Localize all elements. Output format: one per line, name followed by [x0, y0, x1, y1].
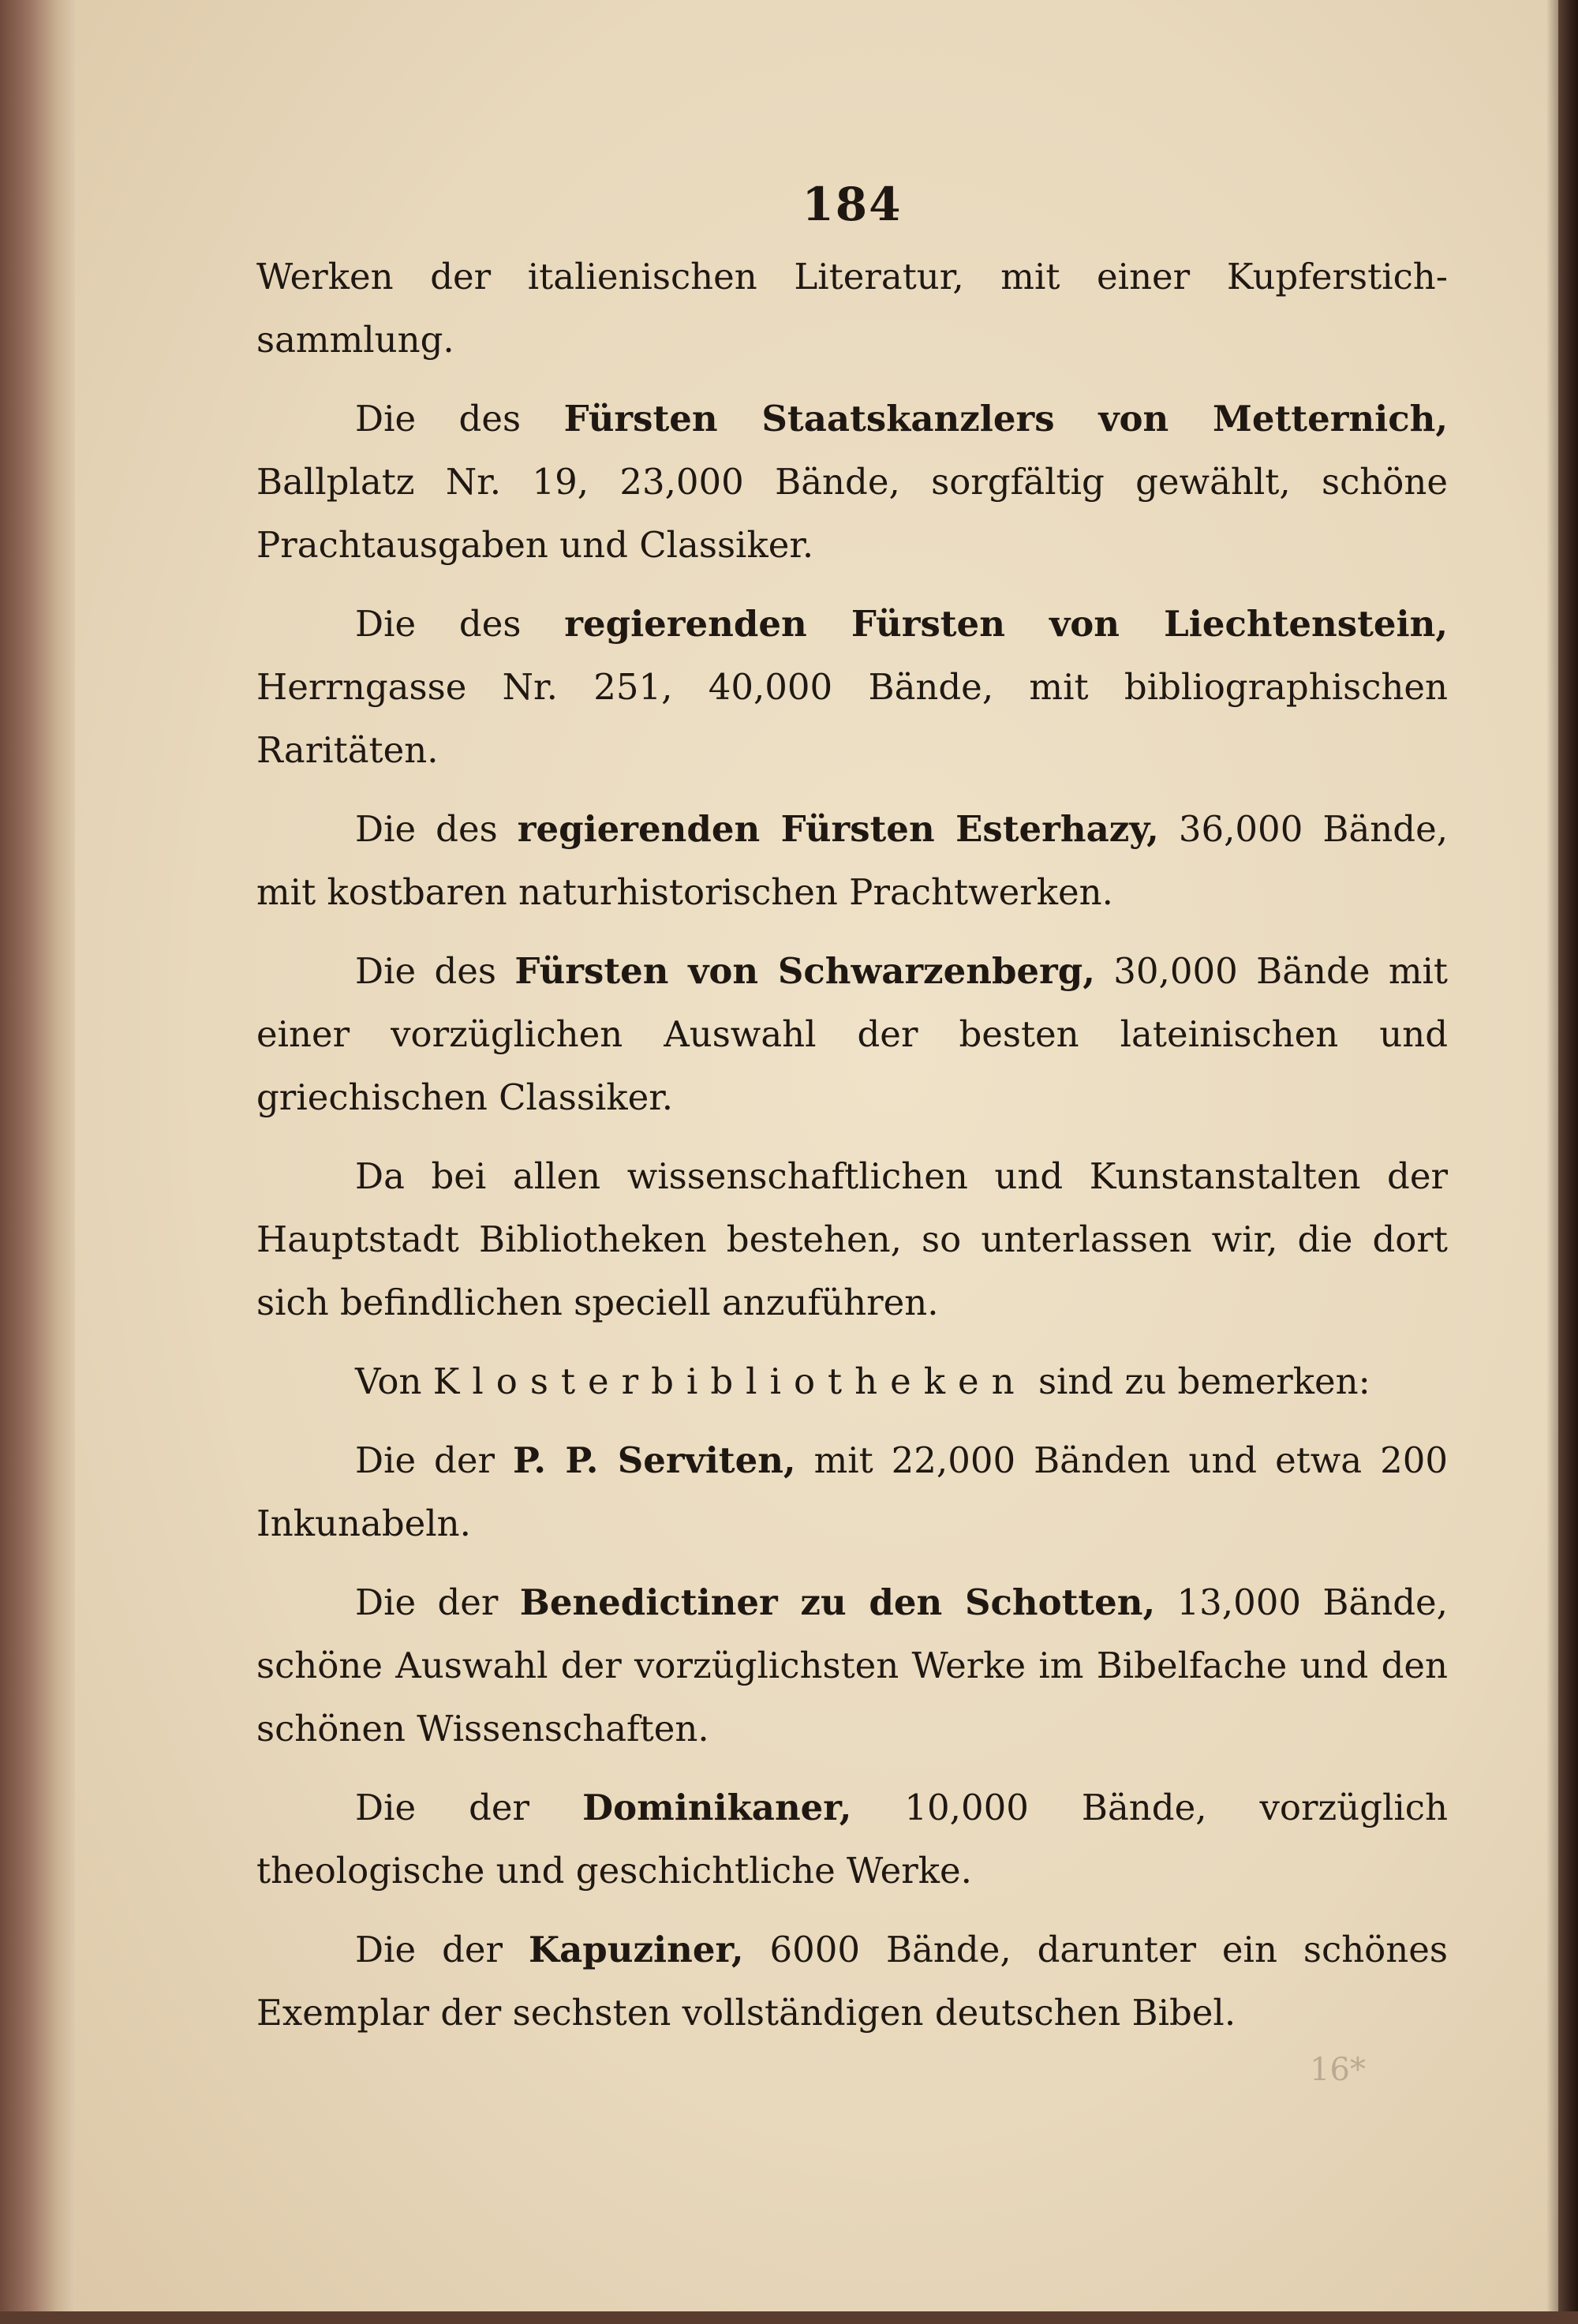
- signature-mark: 16*: [1310, 2052, 1366, 2088]
- paragraph-list: [256, 245, 1448, 2045]
- paragraph-text: Die des: [355, 950, 515, 992]
- paragraph-text: 30,000 Bände mit einer vorzüglichen Auswahl der besten lateinischen und griechischen Classiker.: [256, 950, 1448, 1118]
- paragraph: [256, 1350, 1448, 1413]
- paragraph-heading: Kapuziner,: [529, 1929, 744, 1970]
- paragraph-text: 10,000 Bände, vorzüglich theologische und geschichtliche Werke.: [256, 1787, 1448, 1892]
- page-number: 184: [802, 178, 903, 231]
- paragraph-heading: regierenden Fürsten von Liechtenstein,: [564, 603, 1448, 645]
- paragraph-heading: Fürsten Staatskanzlers von Metternich,: [563, 398, 1448, 440]
- paragraph: [256, 387, 1448, 577]
- paragraph: [256, 245, 1448, 372]
- paragraph-text: Die der: [355, 1581, 520, 1623]
- paragraph: [256, 1145, 1448, 1334]
- paragraph-text: 6000 Bände, darunter ein schönes Exemplar der sechsten vollständigen deutschen Bibel.: [256, 1929, 1448, 2034]
- paragraph-text: Die der: [355, 1929, 529, 1970]
- paragraph-text: Von: [355, 1360, 433, 1402]
- paragraph: [256, 1776, 1448, 1903]
- paragraph-heading: Benedictiner zu den Schotten,: [519, 1581, 1156, 1623]
- page-text-block: [256, 178, 1448, 2060]
- paragraph: [256, 1571, 1448, 1761]
- paragraph-text: Die des: [355, 603, 565, 645]
- paragraph-text: Klosterbibliotheken: [432, 1360, 1027, 1402]
- paragraph-text: mit 22,000 Bänden und etwa 200 Inkunabeln.: [256, 1439, 1448, 1544]
- paragraph-text: Die des: [355, 398, 564, 440]
- paragraph: [256, 1918, 1448, 2045]
- paragraph-text: Die der: [355, 1439, 513, 1481]
- paragraph: [256, 593, 1448, 782]
- paragraph-heading: regierenden Fürsten Esterhazy,: [517, 808, 1159, 850]
- paragraph-text: Die des: [355, 808, 518, 850]
- paragraph-text: Da bei allen wissenschaftlichen und Kunstanstalten der Hauptstadt Bibliotheken bestehen, so unterlassen wir, die dort sich befindlichen speciell anzuführen.: [256, 1155, 1448, 1323]
- paragraph: [256, 798, 1448, 924]
- paragraph-text: Herrngasse Nr. 251, 40,000 Bände, mit bibliographischen Raritäten.: [256, 666, 1448, 771]
- paragraph-heading: Dominikaner,: [582, 1787, 852, 1828]
- paragraph-heading: Fürsten von Schwarzenberg,: [514, 950, 1095, 992]
- paragraph-text: Ballplatz Nr. 19, 23,000 Bände, sorgfältig gewählt, schöne Prachtausgaben und Classiker.: [256, 461, 1448, 566]
- paragraph: [256, 940, 1448, 1129]
- paragraph-text: Die der: [355, 1787, 583, 1828]
- page-edge-shadow: [1546, 0, 1578, 2324]
- paragraph-heading: P. P. Serviten,: [512, 1439, 796, 1481]
- paragraph: [256, 1429, 1448, 1555]
- paragraph-text: Werken der italienischen Literatur, mit einer Kupferstich-sammlung.: [256, 256, 1448, 361]
- book-spine-edge: [0, 0, 75, 2324]
- paragraph-text: sind zu bemerken:: [1026, 1360, 1370, 1402]
- bottom-edge: [0, 2311, 1578, 2324]
- paragraph-text: 36,000 Bände, mit kostbaren naturhistorischen Prachtwerken.: [256, 808, 1449, 913]
- paragraph-text: 13,000 Bände, schöne Auswahl der vorzüglichsten Werke im Bibelfache und den schönen Wissenschaften.: [256, 1581, 1448, 1750]
